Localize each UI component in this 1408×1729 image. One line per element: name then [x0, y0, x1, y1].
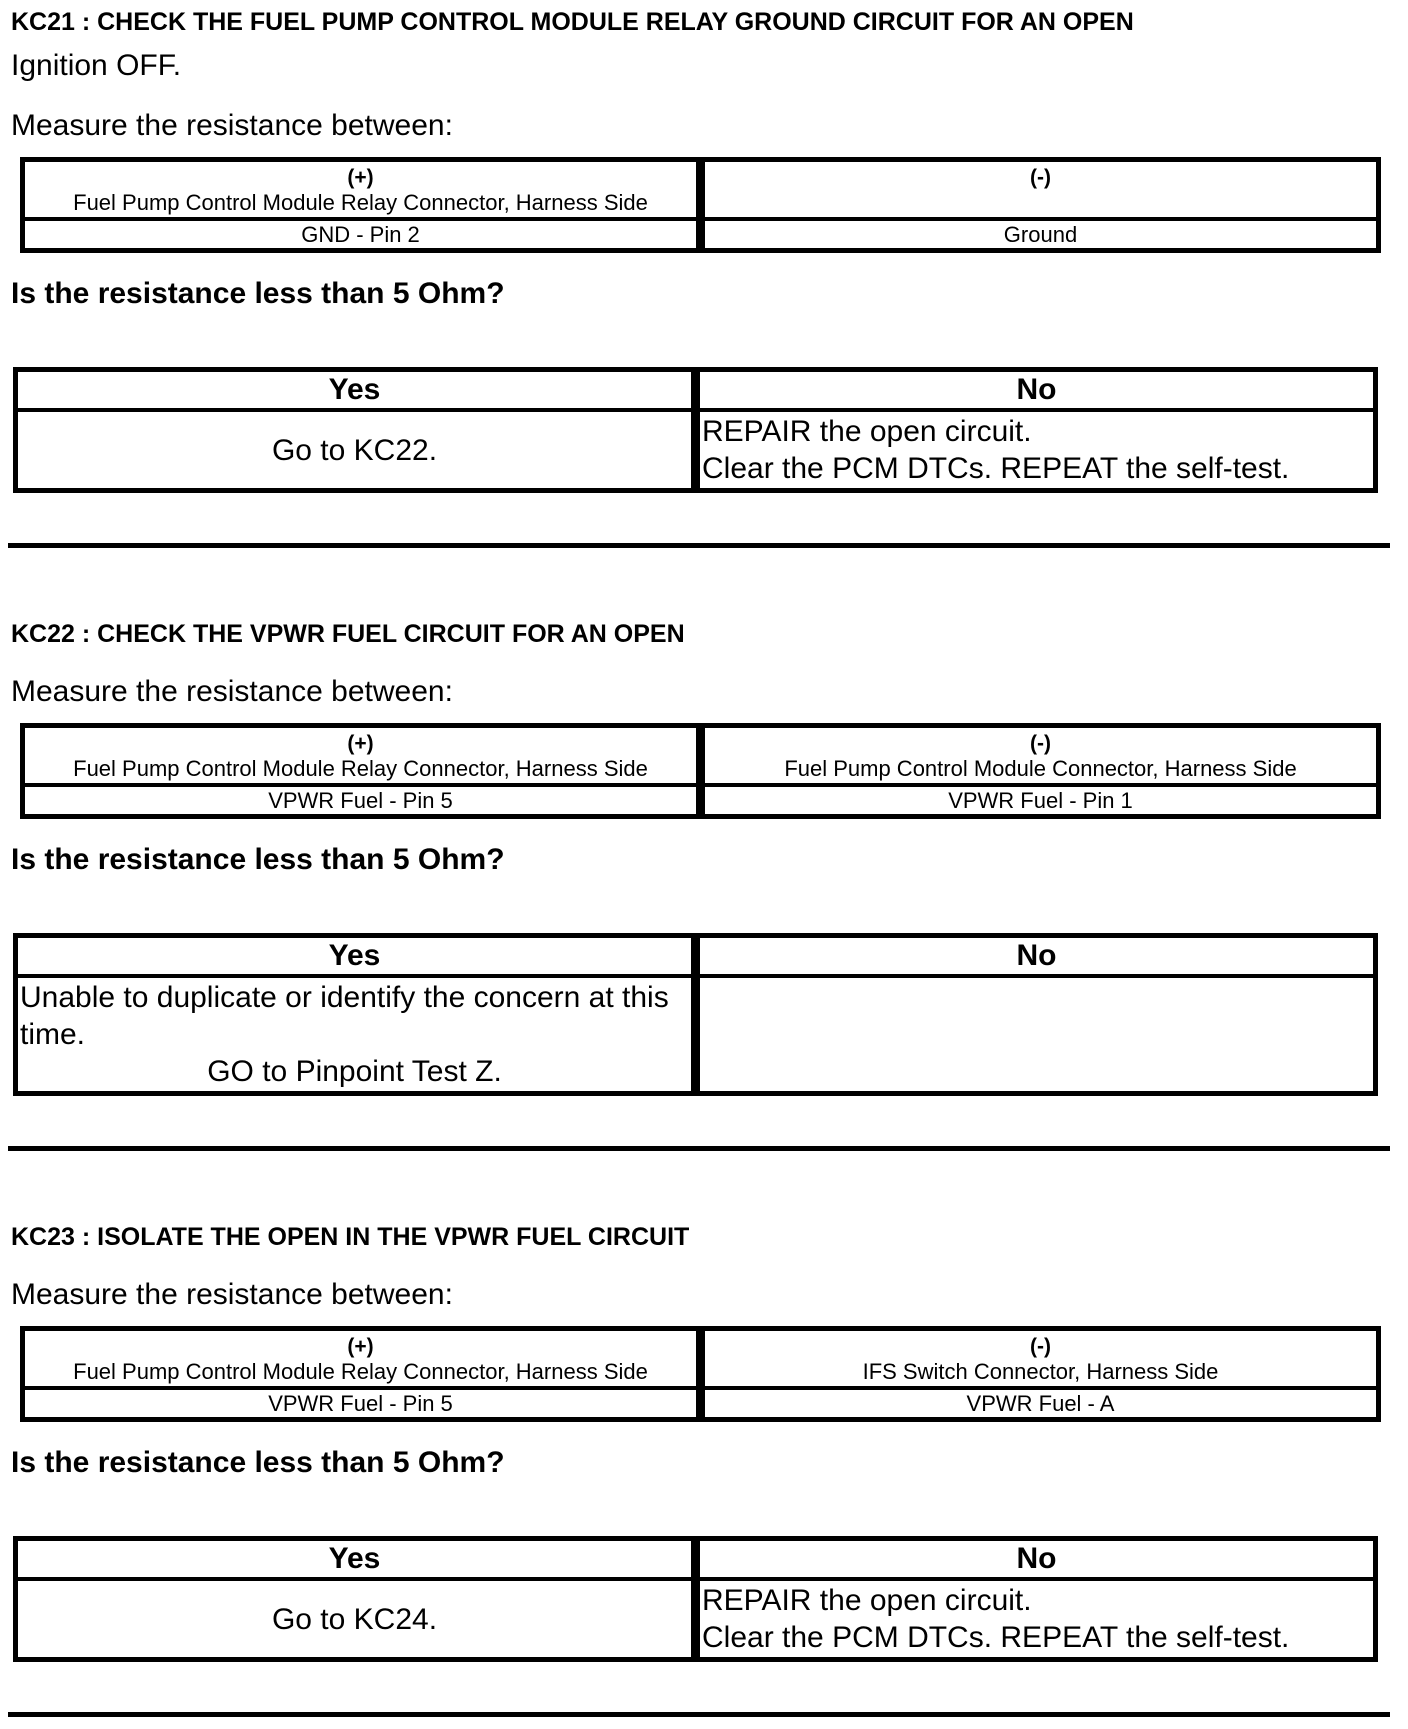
minus-symbol: (-): [1030, 732, 1051, 755]
minus-pin-cell: VPWR Fuel - Pin 1: [701, 785, 1379, 817]
section-divider: [8, 1146, 1390, 1151]
no-action-cell: [696, 976, 1376, 1094]
decision-header-row: [16, 936, 1376, 977]
pinpoint-test-kc21: [0, 8, 1408, 548]
no-action-cell: [696, 410, 1376, 491]
no-header-cell: No: [696, 370, 1376, 411]
minus-symbol: (-): [1030, 166, 1051, 189]
measure-instruction: Measure the resistance between:: [11, 1278, 453, 1311]
no-action-line: Clear the PCM DTCs. REPEAT the self-test.: [702, 452, 1290, 485]
no-action-line: REPAIR the open circuit.: [702, 1584, 1032, 1617]
measurement-table: [20, 723, 1381, 819]
decision-table: [13, 367, 1378, 493]
pinpoint-test-kc23: [0, 1223, 1408, 1717]
measurement-header-row: [23, 1329, 1379, 1389]
plus-connector: Fuel Pump Control Module Relay Connector, Harness Side: [73, 1359, 648, 1384]
minus-pin-cell: Ground: [701, 219, 1379, 251]
yes-action-cell: [16, 1579, 696, 1660]
measurement-table: [20, 157, 1381, 253]
section-divider: [8, 543, 1390, 548]
minus-connector: IFS Switch Connector, Harness Side: [862, 1359, 1219, 1384]
no-action-line: REPAIR the open circuit.: [702, 415, 1032, 448]
measurement-value-row: [23, 1388, 1379, 1420]
pinpoint-test-kc22: [0, 620, 1408, 1151]
yes-header-cell: Yes: [16, 370, 696, 411]
plus-symbol: (+): [347, 1335, 374, 1358]
no-header-cell: No: [696, 936, 1376, 977]
plus-symbol: (+): [347, 732, 374, 755]
decision-table: [13, 933, 1378, 1096]
decision-header-row: [16, 1539, 1376, 1580]
question: Is the resistance less than 5 Ohm?: [11, 277, 505, 310]
plus-header-cell: [23, 726, 701, 786]
plus-pin-cell: VPWR Fuel - Pin 5: [23, 1388, 701, 1420]
decision-table: [13, 1536, 1378, 1662]
pre-step: Ignition OFF.: [11, 49, 182, 82]
minus-header-cell: [701, 726, 1379, 786]
yes-action-line: GO to Pinpoint Test Z.: [207, 1055, 502, 1088]
no-action-line: Clear the PCM DTCs. REPEAT the self-test.: [702, 1621, 1290, 1654]
decision-header-row: [16, 370, 1376, 411]
minus-header-cell: [701, 160, 1379, 220]
yes-action-cell: [16, 976, 696, 1094]
decision-body-row: [16, 1579, 1376, 1660]
plus-connector: Fuel Pump Control Module Relay Connector, Harness Side: [73, 756, 648, 781]
plus-connector: Fuel Pump Control Module Relay Connector, Harness Side: [73, 190, 648, 215]
no-action-cell: [696, 1579, 1376, 1660]
step-heading: KC23 : ISOLATE THE OPEN IN THE VPWR FUEL CIRCUIT: [11, 1223, 690, 1251]
step-heading: KC21 : CHECK THE FUEL PUMP CONTROL MODULE RELAY GROUND CIRCUIT FOR AN OPEN: [11, 8, 1134, 36]
measurement-header-row: [23, 726, 1379, 786]
plus-header-cell: [23, 1329, 701, 1389]
minus-header-cell: [701, 1329, 1379, 1389]
no-header-cell: No: [696, 1539, 1376, 1580]
yes-header-cell: Yes: [16, 1539, 696, 1580]
measurement-value-row: [23, 785, 1379, 817]
plus-header-cell: [23, 160, 701, 220]
measurement-table: [20, 1326, 1381, 1422]
step-heading: KC22 : CHECK THE VPWR FUEL CIRCUIT FOR AN OPEN: [11, 620, 685, 648]
decision-body-row: [16, 976, 1376, 1094]
question: Is the resistance less than 5 Ohm?: [11, 843, 505, 876]
yes-action-cell: [16, 410, 696, 491]
measure-instruction: Measure the resistance between:: [11, 109, 453, 142]
yes-action-line: Go to KC22.: [271, 433, 438, 467]
minus-connector: Fuel Pump Control Module Connector, Harness Side: [784, 756, 1297, 781]
yes-action-line: Unable to duplicate or identify the concern at this time.: [20, 981, 669, 1051]
plus-symbol: (+): [347, 166, 374, 189]
question: Is the resistance less than 5 Ohm?: [11, 1446, 505, 1479]
yes-action-line: Go to KC24.: [271, 1602, 438, 1636]
plus-pin-cell: VPWR Fuel - Pin 5: [23, 785, 701, 817]
decision-body-row: [16, 410, 1376, 491]
plus-pin-cell: GND - Pin 2: [23, 219, 701, 251]
measurement-value-row: [23, 219, 1379, 251]
measure-instruction: Measure the resistance between:: [11, 675, 453, 708]
yes-header-cell: Yes: [16, 936, 696, 977]
section-divider: [8, 1712, 1390, 1717]
minus-symbol: (-): [1030, 1335, 1051, 1358]
minus-pin-cell: VPWR Fuel - A: [701, 1388, 1379, 1420]
measurement-header-row: [23, 160, 1379, 220]
